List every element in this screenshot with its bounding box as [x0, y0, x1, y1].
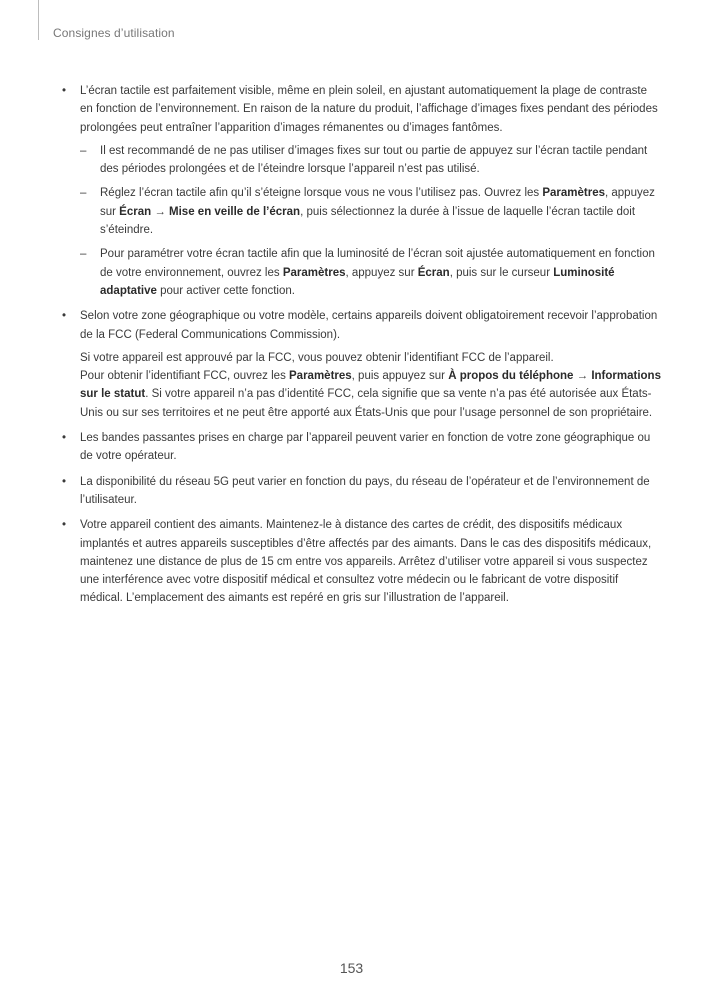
list-item: [62, 473, 662, 510]
display-menu-ref: Écran: [119, 205, 152, 218]
list-item: [62, 429, 662, 466]
sub-item-text: Il est recommandé de ne pas utiliser d’images fixes sur tout ou partie de appuyez sur l’écran tactile pendant des périodes prolongées et de l’éteindre lorsque l’appareil n’est pas utilisé.: [100, 144, 648, 176]
bullet-text: Selon votre zone géographique ou votre modèle, certains appareils doivent obligatoirement recevoir l’approbation de la FCC (Federal Communications Commission).: [80, 310, 658, 341]
display-menu-ref: Écran: [417, 266, 450, 279]
settings-menu-ref: Paramètres: [289, 370, 352, 383]
sub-item-text: Réglez l’écran tactile afin qu’il s’éteigne lorsque vous ne vous l’utilisez pas. Ouvrez les Paramètres, appuyez sur Écran → Mise en veille de l’écran, puis sélectionnez la durée à l’issue de laquelle l’écran tactile doit s’éteindre.: [100, 187, 655, 237]
sub-item-text: Pour paramétrer votre écran tactile afin que la luminosité de l’écran soit ajustée automatiquement en fonction de votre environnement, ouvrez les Paramètres, appuyez sur Écran, puis sur le curseur Luminosité adaptative pour activer cette fonction.: [100, 248, 655, 297]
bullet-text: Les bandes passantes prises en charge par l’appareil peuvent varier en fonction de votre zone géographique ou de votre opérateur.: [80, 432, 651, 463]
list-item: [62, 307, 662, 422]
bullet-marker: •: [62, 85, 67, 97]
dash-marker: –: [80, 248, 87, 261]
bullet-text: La disponibilité du réseau 5G peut varier en fonction du pays, du réseau de l’opérateur et de l’environnement de l’utilisateur.: [80, 475, 650, 506]
dash-marker: –: [80, 144, 87, 157]
bullet-marker: •: [62, 475, 67, 488]
settings-menu-ref: Paramètres: [542, 187, 605, 200]
page-number: 153: [339, 960, 364, 976]
about-phone-menu-ref: À propos du téléphone: [448, 370, 574, 383]
list-item: [62, 516, 662, 607]
sub-list-item: [80, 184, 662, 239]
screen-timeout-menu-ref: Mise en veille de l’écran: [169, 205, 301, 218]
bullet-text: L’écran tactile est parfaitement visible, même en plein soleil, en ajustant automatiquement la plage de contraste en fonction de l’environnement. En raison de la nature du produit, l’affichage d’images fixes pendant des périodes prolongées peut entraîner l’apparition d’images rémanentes ou d’images fantômes.: [80, 85, 658, 134]
settings-menu-ref: Paramètres: [282, 266, 346, 279]
status-info-menu-ref: Informations sur le statut: [80, 370, 661, 401]
bullet-marker: •: [62, 432, 67, 445]
sub-list: [80, 142, 662, 300]
list-item: [62, 82, 662, 300]
sub-list-item: [80, 245, 662, 300]
adaptive-brightness-menu-ref: Luminosité adaptative: [100, 266, 615, 297]
header-rule: [38, 0, 39, 40]
bullet-marker: •: [62, 519, 67, 532]
bullet-text: Votre appareil contient des aimants. Maintenez-le à distance des cartes de crédit, des dispositifs médicaux implantés et autres appareils susceptibles d’être affectés par des aimants. Dans le cas des dispositifs médicaux, maintenez une distance de plus de 15 cm entre vos appareils. Arrêtez d’utiliser votre appareil si vous suspectez une interférence avec votre dispositif médical et consultez votre médecin ou le fabricant de votre dispositif médical. L’emplacement des aimants est repéré en gris sur l’illustration de l’appareil.: [80, 519, 652, 605]
dash-marker: –: [80, 187, 87, 200]
bullet-marker: •: [62, 310, 67, 323]
fcc-paragraph: Si votre appareil est approuvé par la FCC, vous pouvez obtenir l’identifiant FCC de l’appareil. Pour obtenir l’identifiant FCC, ouvrez les Paramètres, puis appuyez sur À propos du téléphone → Informations sur le statut. Si votre appareil n’a pas d’identité FCC, cela signifie que sa vente n’a pas été autorisée aux États-Unis ou sur ses territoires et ne peut être apporté aux États-Unis que pour l’usage personnel de son propriétaire.: [80, 351, 661, 419]
document-body: [62, 82, 662, 615]
section-title: Consignes d’utilisation: [53, 26, 175, 40]
sub-list-item: [80, 142, 662, 179]
